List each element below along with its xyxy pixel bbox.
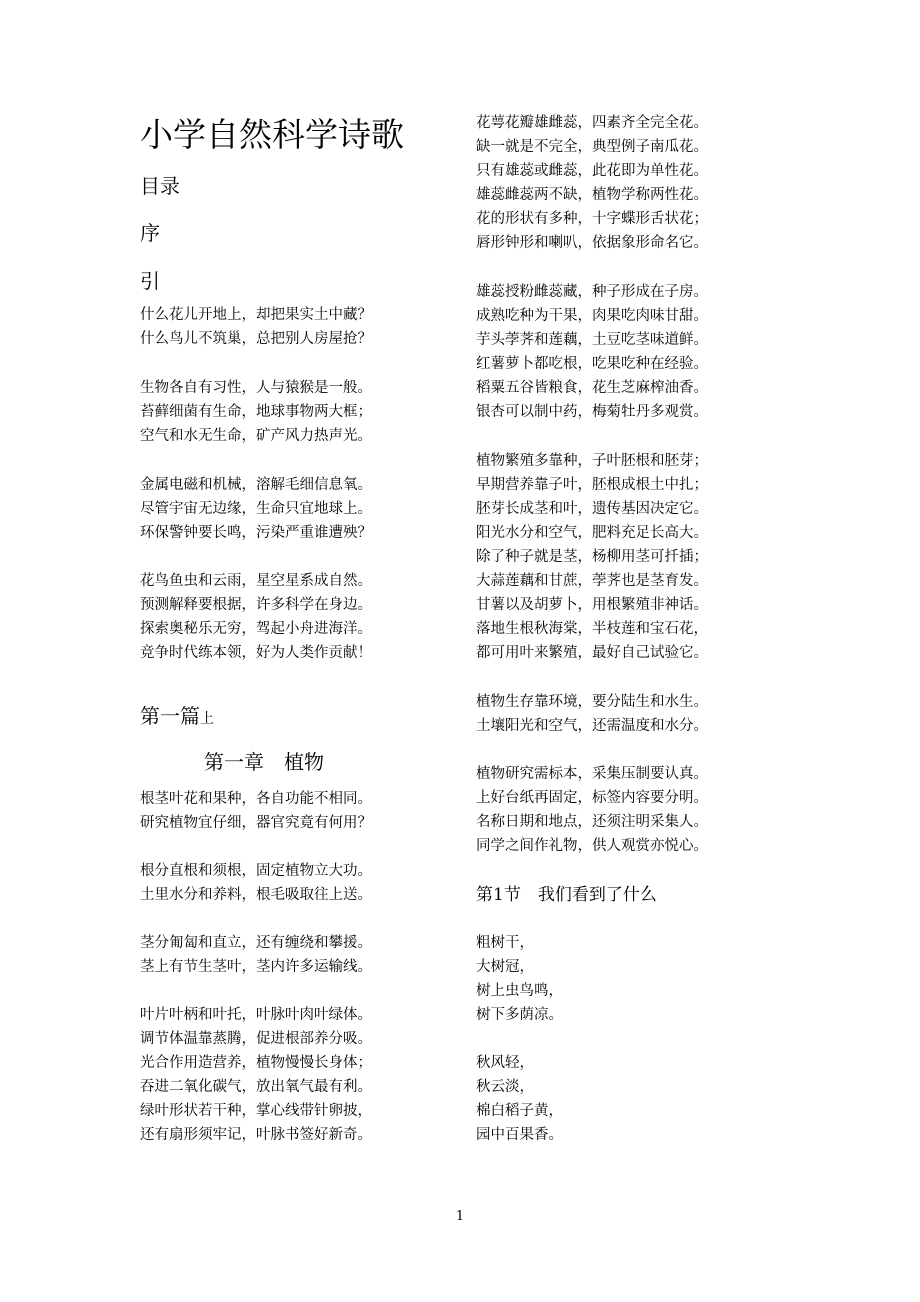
poem-line: 落地生根秋海棠，半枝莲和宝石花， bbox=[476, 621, 708, 637]
poem-line: 雄蕊雌蕊两不缺，植物学称两性花。 bbox=[476, 187, 708, 203]
poem-line: 土壤阳光和空气，还需温度和水分。 bbox=[476, 718, 708, 734]
poem-line: 金属电磁和机械，溶解毛细信息氧。 bbox=[140, 477, 372, 493]
part-subtitle: 上 bbox=[200, 711, 214, 727]
poem-line: 园中百果香。 bbox=[476, 1127, 563, 1143]
poem-line: 什么花儿开地上，却把果实土中藏？ bbox=[140, 307, 372, 323]
poem-line: 植物繁殖多靠种，子叶胚根和胚芽； bbox=[476, 453, 708, 469]
chapter-stanza-2 bbox=[140, 859, 372, 907]
poem-line: 同学之间作礼物，供人观赏亦悦心。 bbox=[476, 838, 708, 854]
poem-line: 红薯萝卜都吃根，吃果吃种在经验。 bbox=[476, 356, 708, 372]
poem-line: 竞争时代练本领，好为人类作贡献！ bbox=[140, 645, 372, 661]
poem-line: 都可用叶来繁殖，最好自己试验它。 bbox=[476, 645, 708, 661]
poem-line: 名称日期和地点，还须注明采集人。 bbox=[476, 814, 708, 830]
chapter-stanza-3 bbox=[140, 931, 372, 979]
specimen-stanza bbox=[476, 762, 708, 858]
poem-line: 苔藓细菌有生命，地球事物两大框； bbox=[140, 404, 372, 420]
poem-line: 植物生存靠环境，要分陆生和水生。 bbox=[476, 694, 708, 710]
poem-line: 大树冠， bbox=[476, 959, 534, 975]
section-heading: 第1节 我们看到了什么 bbox=[476, 885, 657, 905]
poem-line: 芋头荸荠和莲藕，土豆吃茎味道鲜。 bbox=[476, 332, 708, 348]
poem-line: 雄蕊授粉雌蕊藏，种子形成在子房。 bbox=[476, 284, 708, 300]
flower-stanza bbox=[476, 111, 708, 255]
poem-line: 绿叶形状若干种，掌心线带针卵披， bbox=[140, 1103, 372, 1119]
poem-line: 棉白稻子黄， bbox=[476, 1103, 563, 1119]
poem-line: 花萼花瓣雄雌蕊，四素齐全完全花。 bbox=[476, 115, 708, 131]
poem-line: 根茎叶花和果种，各自功能不相同。 bbox=[140, 791, 372, 807]
poem-line: 大蒜莲藕和甘蔗，荸荠也是茎育发。 bbox=[476, 573, 708, 589]
fruit-stanza bbox=[476, 280, 708, 424]
preface-heading: 序 bbox=[140, 221, 160, 245]
intro-stanza-3 bbox=[140, 473, 372, 545]
intro-heading: 引 bbox=[140, 269, 160, 293]
page-number: 1 bbox=[455, 1209, 465, 1224]
poem-line: 探索奥秘乐无穷，驾起小舟进海洋。 bbox=[140, 621, 372, 637]
section-stanza-2 bbox=[476, 1051, 563, 1147]
intro-stanza-2 bbox=[140, 376, 372, 448]
poem-line: 秋云淡， bbox=[476, 1079, 534, 1095]
poem-line: 根分直根和须根，固定植物立大功。 bbox=[140, 863, 372, 879]
section-stanza-1 bbox=[476, 931, 563, 1027]
poem-line: 什么鸟儿不筑巢，总把别人房屋抢？ bbox=[140, 331, 372, 347]
poem-line: 树上虫鸟鸣， bbox=[476, 983, 563, 999]
poem-line: 植物研究需标本，采集压制要认真。 bbox=[476, 766, 708, 782]
poem-line: 秋风轻， bbox=[476, 1055, 534, 1071]
poem-line: 预测解释要根据，许多科学在身边。 bbox=[140, 597, 372, 613]
toc-heading: 目录 bbox=[140, 174, 180, 198]
poem-line: 环保警钟要长鸣，污染严重谁遭殃？ bbox=[140, 525, 372, 541]
poem-line: 除了种子就是茎，杨柳用茎可扦插； bbox=[476, 549, 708, 565]
document-title: 小学自然科学诗歌 bbox=[140, 115, 404, 154]
poem-line: 茎上有节生茎叶，茎内许多运输线。 bbox=[140, 959, 372, 975]
poem-line: 花的形状有多种，十字蝶形舌状花； bbox=[476, 211, 708, 227]
poem-line: 只有雄蕊或雌蕊，此花即为单性花。 bbox=[476, 163, 708, 179]
poem-line: 缺一就是不完全，典型例子南瓜花。 bbox=[476, 139, 708, 155]
poem-line: 树下多荫凉。 bbox=[476, 1007, 563, 1023]
intro-stanza-1 bbox=[140, 303, 372, 351]
poem-line: 调节体温靠蒸腾，促进根部养分吸。 bbox=[140, 1031, 372, 1047]
poem-line: 光合作用造营养，植物慢慢长身体； bbox=[140, 1055, 372, 1071]
chapter-heading: 第一章 植物 bbox=[204, 750, 324, 774]
part-title: 第一篇 bbox=[140, 704, 200, 728]
poem-line: 还有扇形须牢记，叶脉书签好新奇。 bbox=[140, 1127, 372, 1143]
reproduction-stanza bbox=[476, 449, 708, 665]
poem-line: 空气和水无生命，矿产风力热声光。 bbox=[140, 428, 372, 444]
part-heading bbox=[140, 702, 214, 733]
poem-line: 早期营养靠子叶，胚根成根土中扎； bbox=[476, 477, 708, 493]
poem-line: 甘薯以及胡萝卜，用根繁殖非神话。 bbox=[476, 597, 708, 613]
poem-line: 研究植物宜仔细，器官究竟有何用？ bbox=[140, 815, 372, 831]
poem-line: 花鸟鱼虫和云雨，星空星系成自然。 bbox=[140, 573, 372, 589]
poem-line: 胚芽长成茎和叶，遗传基因决定它。 bbox=[476, 501, 708, 517]
poem-line: 生物各自有习性，人与猿猴是一般。 bbox=[140, 380, 372, 396]
poem-line: 阳光水分和空气，肥料充足长高大。 bbox=[476, 525, 708, 541]
poem-line: 吞进二氧化碳气，放出氧气最有利。 bbox=[140, 1079, 372, 1095]
poem-line: 唇形钟形和喇叭，依据象形命名它。 bbox=[476, 235, 708, 251]
chapter-stanza-4 bbox=[140, 1003, 372, 1147]
poem-line: 茎分匍匐和直立，还有缠绕和攀援。 bbox=[140, 935, 372, 951]
poem-line: 土里水分和养料，根毛吸取往上送。 bbox=[140, 887, 372, 903]
poem-line: 上好台纸再固定，标签内容要分明。 bbox=[476, 790, 708, 806]
poem-line: 粗树干， bbox=[476, 935, 534, 951]
poem-line: 成熟吃种为干果，肉果吃肉味甘甜。 bbox=[476, 308, 708, 324]
intro-stanza-4 bbox=[140, 569, 372, 665]
poem-line: 尽管宇宙无边缘，生命只宜地球上。 bbox=[140, 501, 372, 517]
poem-line: 稻粟五谷皆粮食，花生芝麻榨油香。 bbox=[476, 380, 708, 396]
environment-stanza bbox=[476, 690, 708, 738]
poem-line: 银杏可以制中药，梅菊牡丹多观赏。 bbox=[476, 404, 708, 420]
poem-line: 叶片叶柄和叶托，叶脉叶肉叶绿体。 bbox=[140, 1007, 372, 1023]
chapter-stanza-1 bbox=[140, 787, 372, 835]
